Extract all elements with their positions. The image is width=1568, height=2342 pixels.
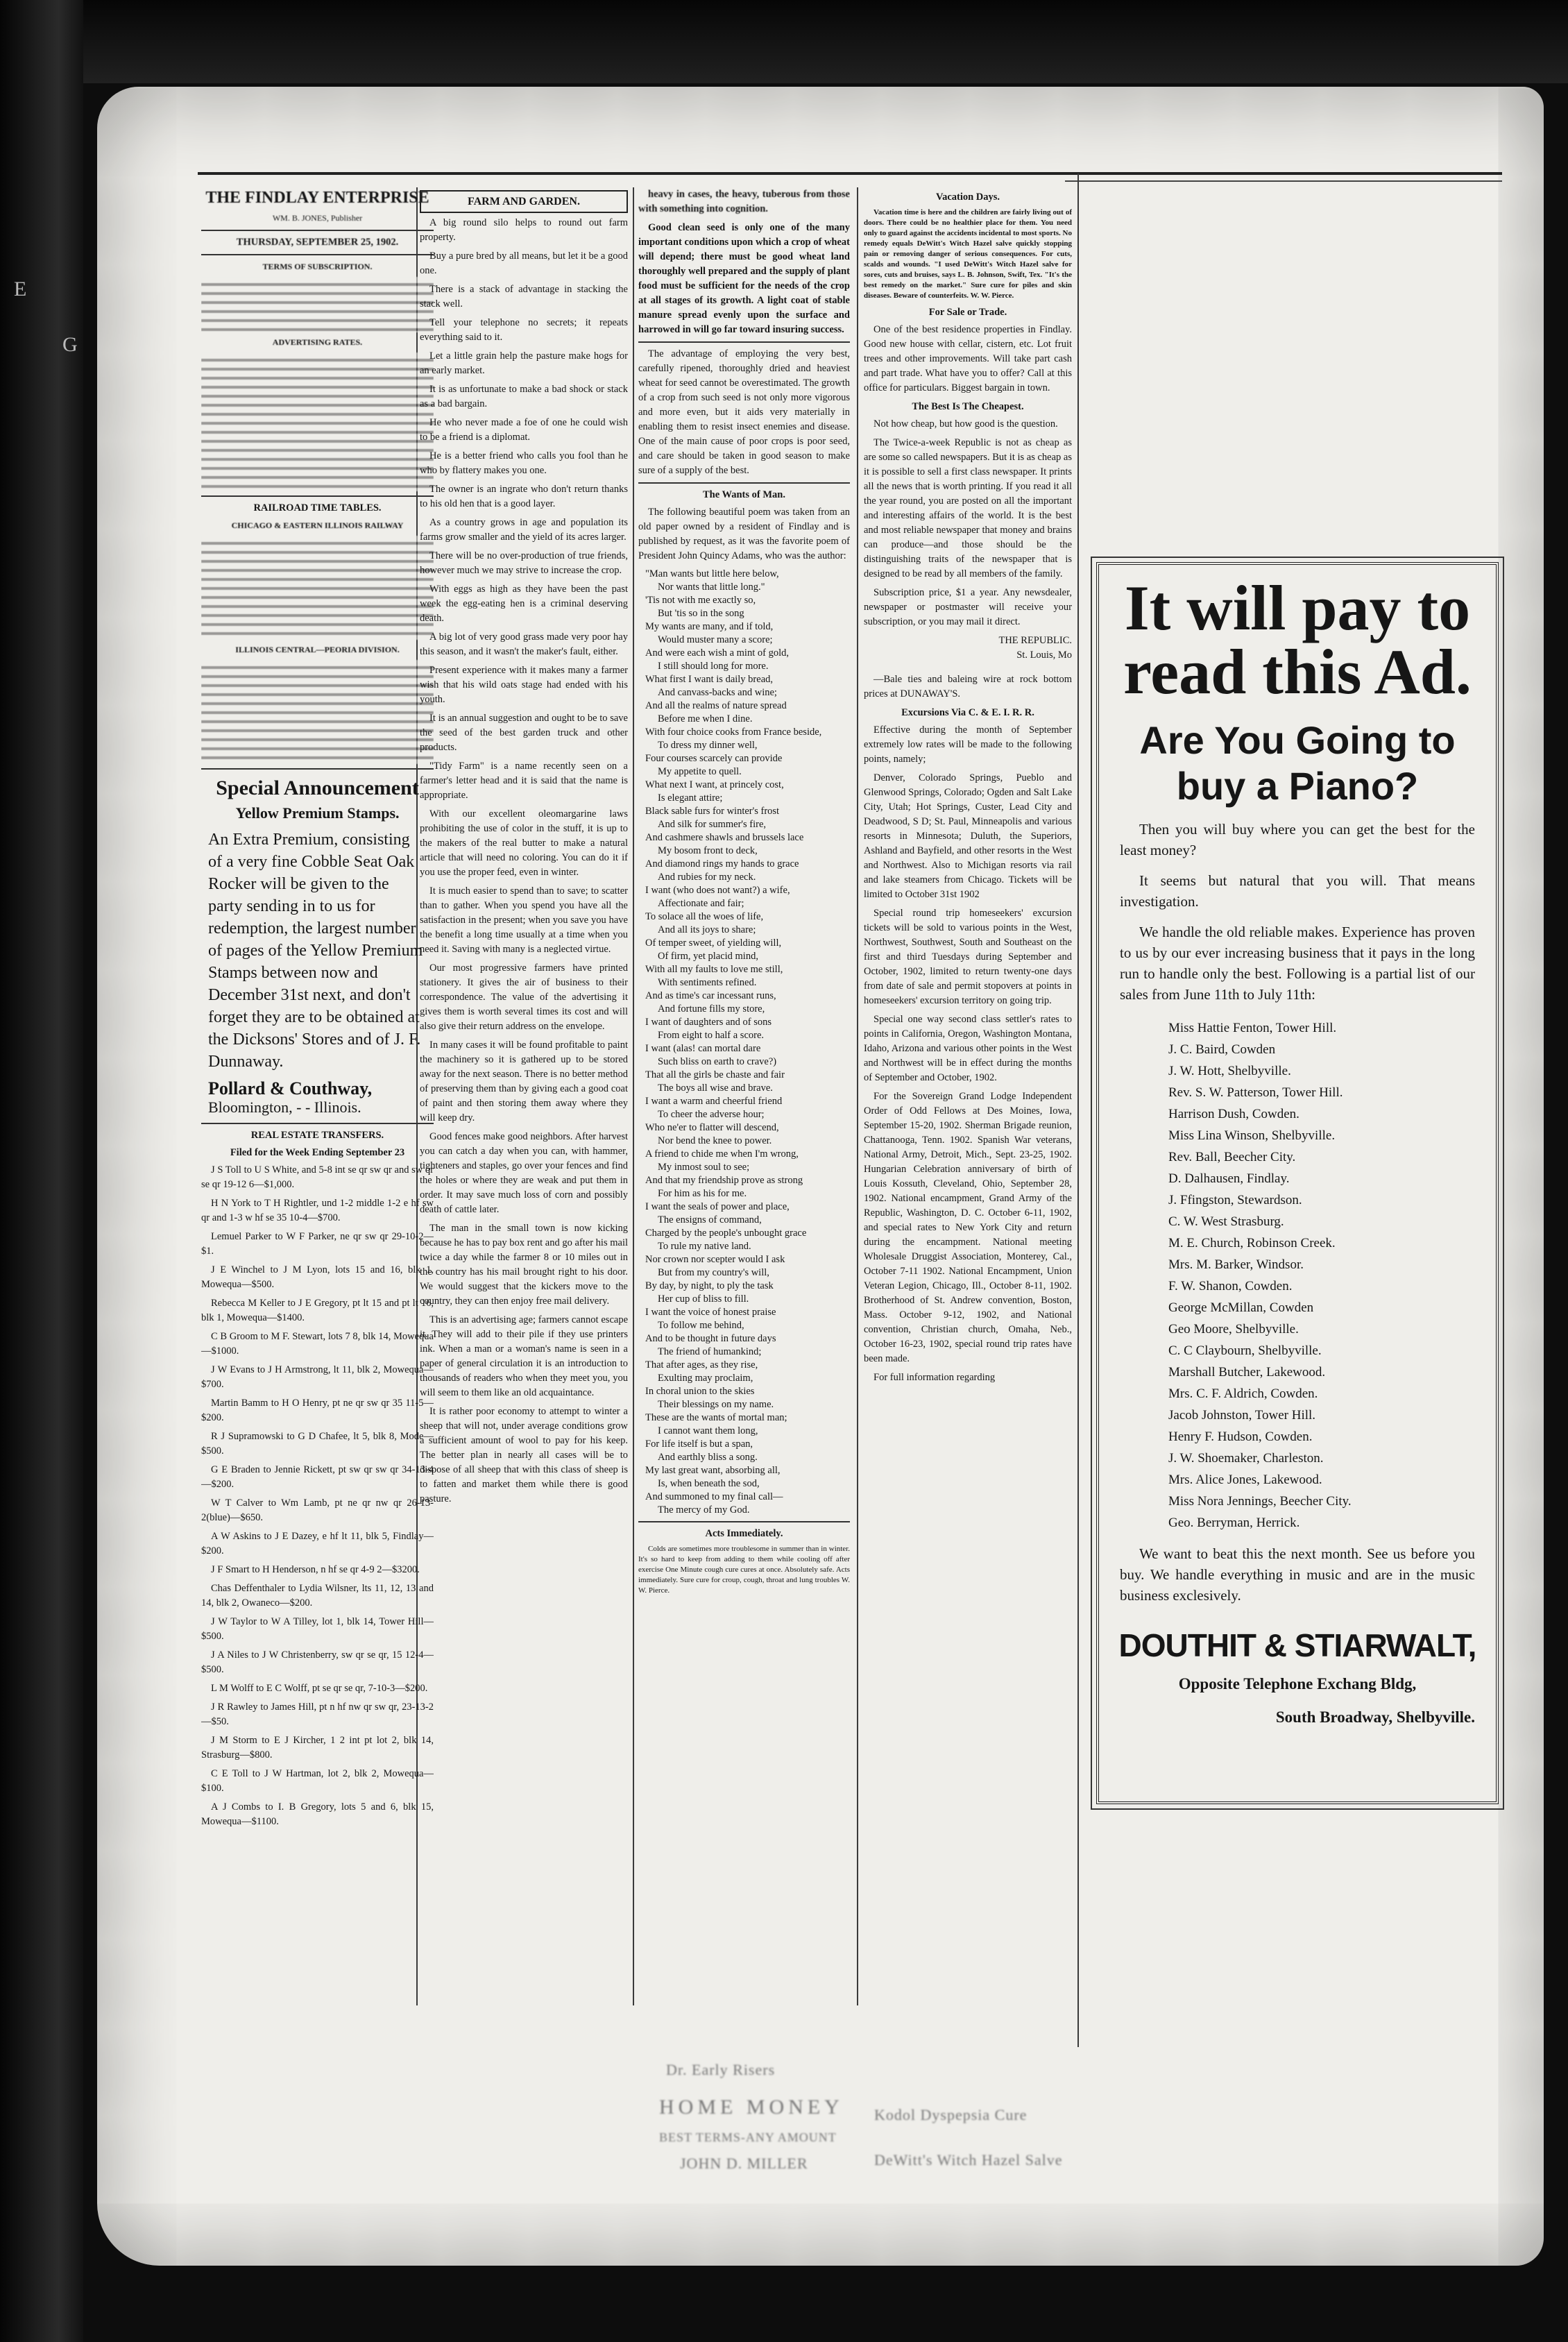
poem-line: I want (who does not want?) a wife, <box>645 885 790 896</box>
poem-line: And that my friendship prove as strong <box>645 1175 803 1186</box>
column-rule <box>857 187 858 2005</box>
realestate-entry: Chas Deffenthaler to Lydia Wilsner, lts 11, 12, 13 and 14, blk 2, Owaneco—$200. <box>201 1583 434 1609</box>
realestate-list <box>201 1163 434 1829</box>
farm-paragraph: It is much easier to spend than to save; to scatter than to gather. When you spend you have all the satisfaction in the present; when you save you have the benefit a long time usually at a time when you need it. Saving with many is a neglected virtue. <box>420 885 628 955</box>
realestate-entry: J W Taylor to W A Tilley, lot 1, blk 14, Tower Hill—$500. <box>201 1616 434 1642</box>
customer-entry: Miss Lina Winson, Shelbyville. <box>1168 1128 1336 1143</box>
poem-line: And fortune fills my store, <box>658 1003 765 1015</box>
bale-notice: —Bale ties and baleing wire at rock bottom prices at DUNAWAY'S. <box>864 674 1072 699</box>
poem-line: I want a warm and cheerful friend <box>645 1096 783 1107</box>
poem-line: And were each wish a mint of gold, <box>645 647 789 659</box>
advertising-text <box>201 353 434 491</box>
seed-paragraph: Good clean seed is only one of the many important conditions upon which a crop of wheat will depend; there must be good wheat land thoroughly well prepared and the supply of plant food must be sufficient for the needs of the crop at all stages of its growth. A light coat of stable manure spread evenly upon the surface and harrowed in will go far toward insuring success. <box>638 222 850 335</box>
poem-line: "Man wants but little here below, <box>645 568 779 579</box>
poem-line: By day, by night, to ply the task <box>645 1280 774 1291</box>
customer-entry: J. C. Baird, Cowden <box>1168 1042 1276 1057</box>
poem-line: Who ne'er to flatter will descend, <box>645 1122 779 1133</box>
poem-line: What first I want is daily bread, <box>645 674 774 685</box>
customer-entry: M. E. Church, Robinson Creek. <box>1168 1236 1336 1250</box>
poem-line: My bosom front to deck, <box>658 845 758 856</box>
customer-entry: J. Ffingston, Stewardson. <box>1168 1193 1302 1207</box>
best-paragraph: Subscription price, $1 a year. Any newsdealer, newspaper or postmaster will receive your subscription, or you may mail it direct. <box>864 587 1072 627</box>
realestate-entry: W T Calver to Wm Lamb, pt ne qr nw qr 26-13-2(blue)—$650. <box>201 1497 434 1523</box>
excursion-paragraph: For full information regarding <box>874 1372 996 1383</box>
customer-entry: C. C Claybourn, Shelbyville. <box>1168 1343 1322 1358</box>
realestate-entry: R J Supramowski to G D Chafee, lt 5, blk 8, Mode—$500. <box>201 1431 434 1457</box>
excursion-paragraph: Denver, Colorado Springs, Pueblo and Glenwood Springs, Colorado; Ogden and Salt Lake City, Utah; Hot Springs, Custer, Lead City and Deadwood, S D; St. Paul, Minneapolis and various resorts in Minnesota; Duluth, the Superiors, Ashland and Bayfield, and other resorts in the West and Northwest. Also to Michigan resorts via rail and lake steamers from Chicago. Tickets will be limited to October 31st 1902 <box>864 772 1072 900</box>
poem-line: Such bliss on earth to crave?) <box>658 1056 777 1067</box>
realestate-entry: C E Toll to J W Hartman, lot 2, blk 2, Mowequa—$100. <box>201 1768 434 1794</box>
top-rule <box>198 172 1502 175</box>
ad-address-1: Opposite Telephone Exchang Bldg, <box>1178 1675 1417 1692</box>
vacation-title: Vacation Days. <box>935 192 1000 203</box>
farm-paragraph: It is as unfortunate to make a bad shock or stack as a bad bargain. <box>420 384 628 409</box>
top-rule-right <box>1065 180 1502 182</box>
ad-paragraph-1: Then you will buy where you can get the best for the least money? <box>1120 821 1475 858</box>
poem-title: The Wants of Man. <box>703 489 785 500</box>
republic-place: St. Louis, Mo <box>1016 650 1072 661</box>
poem-line: And as time's car incessant runs, <box>645 990 776 1001</box>
faint-ad: BEST TERMS-ANY AMOUNT <box>659 2130 837 2144</box>
poem-line: These are the wants of mortal man; <box>645 1412 787 1423</box>
poem-line: Their blessings on my name. <box>658 1399 774 1410</box>
realestate-entry: L M Wolff to E C Wolff, pt se qr se qr, 7-10-3—$200. <box>211 1683 428 1694</box>
excursion-text <box>864 723 1072 1385</box>
poem-line: And summoned to my final call— <box>645 1491 783 1502</box>
customer-entry: Rev. S. W. Patterson, Tower Hill. <box>1168 1085 1343 1100</box>
masthead-publisher: WM. B. JONES, Publisher <box>272 213 363 223</box>
poem-line: Her cup of bliss to fill. <box>658 1293 749 1305</box>
farm-paragraph: Present experience with it makes many a farmer wish that his wild oats stage had ended with his youth. <box>420 665 628 705</box>
poem-line: I still should long for more. <box>658 661 769 672</box>
faint-ad: DeWitt's Witch Hazel Salve <box>874 2151 1063 2169</box>
column-1 <box>201 187 434 2047</box>
ad-paragraph-3: We handle the old reliable makes. Experience has proven to us by our ever increasing business that it pays in the long run to handle only the best. Following is a partial list of our sales from June 11th to July 11th: <box>1120 924 1475 1003</box>
best-paragraph: Not how cheap, but how good is the question. <box>874 418 1058 430</box>
poem-line: For him as his for me. <box>658 1188 747 1199</box>
poem-line: Before me when I dine. <box>658 713 753 724</box>
realestate-entry: G E Braden to Jennie Rickett, pt sw qr sw qr 34-13-4—$200. <box>201 1464 434 1490</box>
farm-paragraph: Let a little grain help the pasture make hogs for an early market. <box>420 350 628 376</box>
farm-paragraph: With our excellent oleomargarine laws prohibiting the use of color in the stuff, it is up to the makers of the real butter to make a natural article that will need no coloring. You can do it if you use the proper feed, even in winter. <box>420 808 628 878</box>
poem-line: And rubies for my neck. <box>658 872 756 883</box>
realestate-entry: C B Groom to M F. Stewart, lots 7 8, blk 14, Mowequa—$1000. <box>201 1331 434 1357</box>
customer-list <box>1168 1017 1489 1534</box>
divider <box>638 1521 850 1522</box>
farm-paragraph: Tell your telephone no secrets; it repeats everything said to it. <box>420 317 628 343</box>
farm-heading: FARM AND GARDEN. <box>420 190 628 213</box>
column-rule <box>1077 173 1079 2047</box>
poem-intro: The following beautiful poem was taken from an old paper owned by a resident of Findlay and is published by request, as it was the favorite poem of President John Quincy Adams, who was the author: <box>638 507 850 561</box>
poem-line: To rule my native land. <box>658 1241 751 1252</box>
poem-line: But 'tis so in the song <box>658 608 744 619</box>
farm-paragraph: He who never made a foe of one he could wish to be a friend is a diplomat. <box>420 417 628 443</box>
farm-paragraph: It is an annual suggestion and ought to be to save the seed of the best garden truck and other products. <box>420 713 628 753</box>
customer-entry: Miss Hattie Fenton, Tower Hill. <box>1168 1021 1337 1035</box>
realestate-entry: J E Winchel to J M Lyon, lots 15 and 16, blk 1, Mowequa—$500. <box>201 1264 434 1290</box>
customer-entry: D. Dalhausen, Findlay. <box>1168 1171 1290 1186</box>
customer-entry: Jacob Johnston, Tower Hill. <box>1168 1408 1316 1423</box>
special-announcement-heading: Special Announcement <box>216 777 419 799</box>
ad-headline: It will pay to read this Ad. <box>1123 572 1472 707</box>
poem-line: To dress my dinner well, <box>658 740 758 751</box>
farm-list <box>420 216 628 1507</box>
poem-line: That all the girls be chaste and fair <box>645 1069 785 1080</box>
excursion-paragraph: Special one way second class settler's rates to points in California, Oregon, Washington Montana, Idaho, Arizona and various other points in the West and Northwest will be in effect during the months of September and October, 1902. <box>864 1014 1072 1083</box>
farm-paragraph: A big round silo helps to round out farm property. <box>420 217 628 243</box>
customer-entry: J. W. Hott, Shelbyville. <box>1168 1064 1291 1078</box>
farm-paragraph: It is rather poor economy to attempt to winter a sheep that will not, under average conditions grow a sufficient amount of wool to pay for his keep. The better plan in nearly all cases will be to dispose of all sheep that with this class of sheep is to fatten and market them while there is good pasture. <box>420 1406 628 1504</box>
ic-timetable <box>201 660 434 764</box>
farm-paragraph: In many cases it will be found profitable to paint the machinery so it is gathered up to be stored away for the next season. There is no better method of preserving them than by giving each a good coat of paint and then storing them away where they will keep dry. <box>420 1040 628 1123</box>
column-3 <box>638 187 850 1936</box>
acts-text: Colds are sometimes more troublesome in summer than in winter. It's so hard to keep from adding to them while cooling off after exercise One Minute cough cure cures at once. Absolutely safe. Acts immediately. Sure cure for croup, cough, throat and lung troubles W. W. Pierce. <box>638 1545 850 1595</box>
faint-ad: Kodol Dyspepsia Cure <box>874 2106 1028 2123</box>
farm-paragraph: The man in the small town is now kicking because he has to pay box rent and go after his mail twice a day while the farmer 8 or 10 miles out in the country has his mail brought right to his door. We would suggest that the kickers move to the country, they can then enjoy free mail delivery. <box>420 1223 628 1307</box>
best-text <box>864 417 1072 629</box>
poem-line: The boys all wise and brave. <box>658 1083 773 1094</box>
masthead-date: THURSDAY, SEPTEMBER 25, 1902. <box>236 237 399 248</box>
divider <box>638 341 850 343</box>
subscription-heading: TERMS OF SUBSCRIPTION. <box>262 262 373 271</box>
poem-line: What next I want, at princely cost, <box>645 779 784 790</box>
poem-line: To follow me behind, <box>658 1320 744 1331</box>
farm-paragraph: He is a better friend who calls you fool than he who by flattery makes you one. <box>420 450 628 476</box>
poem-line: I want of daughters and of sons <box>645 1017 772 1028</box>
poem-line: Four courses scarcely can provide <box>645 753 783 764</box>
realestate-entry: H N York to T H Rightler, und 1-2 middle 1-2 e hf sw qr and 1-3 w hf se 35 10-4—$700. <box>201 1198 434 1223</box>
poem-line: The friend of humankind; <box>658 1346 762 1357</box>
faint-ad: HOME MONEY <box>659 2096 844 2119</box>
excursion-title: Excursions Via C. & E. I. R. R. <box>901 707 1034 718</box>
divider <box>201 495 434 497</box>
divider <box>201 230 434 231</box>
realestate-entry: Lemuel Parker to W F Parker, ne qr sw qr 29-10-2—$1. <box>201 1231 434 1257</box>
poem-line: With sentiments refined. <box>658 977 757 988</box>
customer-entry: Geo. Berryman, Herrick. <box>1168 1516 1300 1530</box>
farm-paragraph: This is an advertising age; farmers cannot escape it. They will add to their pile if they use printers ink. When a man or a woman's name is seen in a paper of general circulation it is an introduction to thousands of readers who when they meet you, you will seem to them like an old acquaintance. <box>420 1314 628 1398</box>
ad-question: Are You Going to buy a Piano? <box>1139 718 1456 808</box>
customer-entry: Mrs. M. Barker, Windsor. <box>1168 1257 1304 1272</box>
farm-paragraph: There will be no over-production of true friends, however much we may strive to increase the crop. <box>420 550 628 576</box>
poem-line: To solace all the woes of life, <box>645 911 764 922</box>
realestate-entry: Martin Bamm to H O Henry, pt ne qr sw qr 35 11-5—$200. <box>201 1398 434 1423</box>
piano-advertisement <box>1096 562 1499 1804</box>
customer-entry: J. W. Shoemaker, Charleston. <box>1168 1451 1324 1466</box>
poem-line: I want the voice of honest praise <box>645 1307 776 1318</box>
special-firm: Pollard & Couthway, <box>208 1078 373 1098</box>
poem-line: Nor crown nor scepter would I ask <box>645 1254 785 1265</box>
poem-line: Exulting may proclaim, <box>658 1373 753 1384</box>
customer-entry: Mrs. C. F. Aldrich, Cowden. <box>1168 1386 1318 1401</box>
poem-line: With all my faults to love me still, <box>645 964 783 975</box>
poem-line: And to be thought in future days <box>645 1333 776 1344</box>
poem-line: Of firm, yet placid mind, <box>658 951 758 962</box>
farm-paragraph: Buy a pure bred by all means, but let it be a good one. <box>420 251 628 276</box>
special-body: An Extra Premium, consisting of a very fine Cobble Seat Oak Rocker will be given to the party sending in to us for redemption, the largest number of pages of the Yellow Premium Stamps between now and December 31st next, and don't forget they are to be obtained at the Dicksons' Stores and of J. F. Dunnaway. <box>208 831 423 1071</box>
realestate-entry: J W Evans to J H Armstrong, lt 11, blk 2, Mowequa—$700. <box>201 1364 434 1390</box>
customer-entry: Rev. Ball, Beecher City. <box>1168 1150 1296 1164</box>
ceir-timetable <box>201 536 434 640</box>
farm-paragraph: A big lot of very good grass made very poor hay this season, and it wasn't the maker's fault, either. <box>420 631 628 657</box>
poem-line: That after ages, as they rise, <box>645 1359 758 1371</box>
vacation-text: Vacation time is here and the children are fairly living out of doors. There could be no healthier place for them. You need only to guard against the accidents incidental to most sports. No remedy equals DeWitt's Witch Hazel salve quickly stopping pain or removing danger of serious consequences. For cuts, scalds and wounds. "I used DeWitt's Witch Hazel salve for sores, cuts and bruises, says L. B. Johnson, Swift, Tex. "It's the best remedy on the market." Sure cure for piles and skin diseases. Beware of counterfeits. W. W. Pierce. <box>864 208 1072 300</box>
realestate-entry: J S Toll to U S White, and 5-8 int se qr sw qr and sw qr se qr 19-12 6—$1,000. <box>201 1164 434 1190</box>
poem-line: I want the seals of power and place, <box>645 1201 790 1212</box>
poem-line: My inmost soul to see; <box>658 1162 750 1173</box>
farm-paragraph: Our most progressive farmers have printed stationery. It gives the air of business to their correspondence. The value of the advertising it gives them is worth several times its cost and will also give their return address on the envelope. <box>420 962 628 1032</box>
poem-line: 'Tis not with me exactly so, <box>645 595 756 606</box>
poem-line: And earthly bliss a song. <box>658 1452 758 1463</box>
poem-line: From eight to half a score. <box>658 1030 765 1041</box>
farm-paragraph: With eggs as high as they have been the past week the egg-eating hen is a criminal deserving death. <box>420 584 628 624</box>
excursion-paragraph: For the Sovereign Grand Lodge Independent Order of Odd Fellows at Des Moines, Iowa, September 15-20, 1902. Sherman Brigade reunion, Chattanooga, Tenn. 1902. Spanish War veterans, National Army, Detroit, Mich., Sept. 23-25, 1902. Hungarian Celebration anniversary of birth of Louis Kossuth, Cleveland, Ohio, September 28, 1902. National encampment, Grand Army of the Republic, Washington, D. C. October 6-11, 1902, and special rates to New York City and return during the encampment. National meeting Wholesale Druggist Association, Monterey, Cal., October 7-11 1902. National Encampment, Union Veteran Legion, Chicago, Ill., October 8-11, 1902. Brotherhood of St. Andrew convention, Boston, Mass. October 9-12, 1902, and National convention, Christian church, Omaha, Neb., October 16-23, 1902, special round trip rates have been made. <box>864 1091 1072 1364</box>
poem-line: Charged by the people's unbought grace <box>645 1228 807 1239</box>
customer-entry: Henry F. Hudson, Cowden. <box>1168 1429 1313 1444</box>
republic-sign: THE REPUBLIC. <box>998 635 1072 646</box>
special-place: Bloomington, - - Illinois. <box>208 1098 361 1116</box>
poem-line: Affectionate and fair; <box>658 898 744 909</box>
poem-line: And all the realms of nature spread <box>645 700 787 711</box>
masthead-title: THE FINDLAY ENTERPRISE <box>205 189 429 207</box>
realestate-sub: Filed for the Week Ending September 23 <box>230 1147 405 1158</box>
margin-mark: E <box>14 278 27 300</box>
poem-line: And canvass-backs and wine; <box>658 687 777 698</box>
farm-paragraph: "Tidy Farm" is a name recently seen on a farmer's letter head and it is said that the name is appropriate. <box>420 761 628 801</box>
customer-entry: Marshall Butcher, Lakewood. <box>1168 1365 1326 1380</box>
poem-line: And diamond rings my hands to grace <box>645 858 799 869</box>
margin-mark: G <box>62 333 78 356</box>
farm-paragraph: The owner is an ingrate who don't return thanks to his old hen that is a good layer. <box>420 484 628 509</box>
poem-line: In choral union to the skies <box>645 1386 755 1397</box>
ad-address-2: South Broadway, Shelbyville. <box>1275 1708 1475 1726</box>
realestate-entry: J M Storm to E J Kircher, 1 2 int pt lot 2, blk 14, Strasburg—$800. <box>201 1735 434 1760</box>
divider <box>201 254 434 255</box>
column-4 <box>864 187 1072 2047</box>
realestate-entry: A J Combs to I. B Gregory, lots 5 and 6, blk 15, Mowequa—$1100. <box>201 1801 434 1827</box>
poem-line: My last great want, absorbing all, <box>645 1465 781 1476</box>
poem-line: My wants are many, and if told, <box>645 621 774 632</box>
railroad-ceir: CHICAGO & EASTERN ILLINOIS RAILWAY <box>231 520 404 530</box>
realestate-entry: Rebecca M Keller to J E Gregory, pt lt 15 and pt lt 16, blk 1, Mowequa—$1400. <box>201 1298 434 1323</box>
poem-line: And silk for summer's fire, <box>658 819 767 830</box>
poem-line: Would muster many a score; <box>658 634 773 645</box>
realestate-entry: J A Niles to J W Christenberry, sw qr se qr, 15 12-4—$500. <box>201 1649 434 1675</box>
customer-entry: C. W. West Strasburg. <box>1168 1214 1284 1229</box>
poem-line: I cannot want them long, <box>658 1425 758 1436</box>
acts-title: Acts Immediately. <box>705 1528 783 1539</box>
poem-line: And cashmere shawls and brussels lace <box>645 832 804 843</box>
column-2 <box>420 187 628 1936</box>
customer-entry: Geo Moore, Shelbyville. <box>1168 1322 1299 1337</box>
scan-top-edge <box>0 0 1568 83</box>
divider <box>638 482 850 484</box>
poem-line: And all its joys to share; <box>658 924 756 935</box>
excursion-paragraph: Special round trip homeseekers' excursion tickets will be sold to various points in the West, Northwest, Southwest, South and Southeast on the first and third Tuesdays during September and October, 1902, limited to return twenty-one days from date of sale and permit stopovers at points in homeseekers' excursion territory on going trip. <box>864 908 1072 1006</box>
excursion-paragraph: Effective during the month of September extremely low rates will be made to the following points, namely; <box>864 724 1072 765</box>
poem-line: A friend to chide me when I'm wrong, <box>645 1148 799 1160</box>
advantage-paragraph: The advantage of employing the very best, carefully ripened, thoroughly dried and heaviest wheat for seed cannot be overestimated. The growth of a crop from such seed is not only more vigorous and more even, but it aids very materially in enabling them to resist insect enemies and disease. One of the main cause of poor crops is poor seed, and care should be taken in good season to make sure of a supply of the best. <box>638 348 850 476</box>
customer-entry: F. W. Shanon, Cowden. <box>1168 1279 1293 1293</box>
railroad-ic: ILLINOIS CENTRAL—PEORIA DIVISION. <box>235 645 400 654</box>
sale-text: One of the best residence properties in Findlay. Good new house with cellar, cistern, etc. Lot fruit trees and other improvements. Will take part cash and part trade. What have you to offer? Call at this office for particulars. Biggest bargain in town. <box>864 324 1072 393</box>
poem-line: But from my country's will, <box>658 1267 769 1278</box>
ad-paragraph-4: We want to beat this the next month. See us before you buy. We handle everything in music and are in the music business exclesively. <box>1120 1545 1475 1604</box>
poem-line: The mercy of my God. <box>658 1504 750 1516</box>
divider <box>201 768 434 770</box>
poem-line: Of temper sweet, of yielding will, <box>645 937 782 949</box>
best-paragraph: The Twice-a-week Republic is not as cheap as are some so called newspapers. But it is as cheap as it is possible to sell a first class newspaper. It prints all the news that is worth printing. If you read it all the year round, you are posted on all the important and interesting affairs of the world. It is the best and most reliable newspaper that money and brains can produce—and those should be the distinguishing traits of the newspaper that is designed to be read by all members of the family. <box>864 437 1072 579</box>
divider <box>201 1123 434 1124</box>
farm-paragraph: Good fences make good neighbors. After harvest you can catch a day when you can, with hammer, tighteners and staples, go over your fences and find the holes or where they are weak and put them in order. It may save much loss of corn and possibly death of cattle later. <box>420 1131 628 1215</box>
realestate-entry: J R Rawley to James Hill, pt n hf nw qr sw qr, 23-13-2—$50. <box>201 1702 434 1727</box>
customer-entry: Mrs. Alice Jones, Lakewood. <box>1168 1473 1322 1487</box>
column-rule <box>633 187 634 2005</box>
advertising-heading: ADVERTISING RATES. <box>272 337 363 347</box>
ad-paragraph-2: It seems but natural that you will. That means investigation. <box>1120 872 1475 910</box>
sale-title: For Sale or Trade. <box>928 307 1007 318</box>
special-sub: Yellow Premium Stamps. <box>235 804 400 822</box>
farm-paragraph: There is a stack of advantage in stacking the stack well. <box>420 284 628 309</box>
poem <box>638 568 850 1517</box>
faint-ad: Dr. Early Risers <box>666 2061 776 2078</box>
subscription-text <box>201 277 434 332</box>
farm-paragraph: As a country grows in age and population its farms grow smaller and the yield of its acres larger. <box>420 517 628 543</box>
poem-line: To cheer the adverse hour; <box>658 1109 765 1120</box>
railroad-heading: RAILROAD TIME TABLES. <box>253 502 382 514</box>
poem-line: My appetite to quell. <box>658 766 742 777</box>
realestate-entry: J F Smart to H Henderson, n hf se qr 4-9 2—$3200. <box>211 1564 420 1575</box>
poem-line: For life itself is but a span, <box>645 1439 753 1450</box>
customer-entry: Harrison Dush, Cowden. <box>1168 1107 1299 1121</box>
faint-ad: JOHN D. MILLER <box>680 2155 808 2172</box>
realestate-heading: REAL ESTATE TRANSFERS. <box>250 1130 384 1141</box>
poem-line: The ensigns of command, <box>658 1214 762 1225</box>
best-title: The Best Is The Cheapest. <box>912 401 1024 412</box>
poem-line: Nor bend the knee to power. <box>658 1135 772 1146</box>
top-fragment: heavy in cases, the heavy, tuberous from those with something into cognition. <box>638 189 850 214</box>
realestate-entry: A W Askins to J E Dazey, e hf lt 11, blk 5, Findlay—$200. <box>201 1531 434 1556</box>
customer-entry: George McMillan, Cowden <box>1168 1300 1314 1315</box>
poem-line: Is, when beneath the sod, <box>658 1478 760 1489</box>
poem-line: I want (alas! can mortal dare <box>645 1043 761 1054</box>
poem-line: With four choice cooks from France beside, <box>645 727 822 738</box>
poem-line: Is elegant attire; <box>658 792 723 804</box>
customer-entry: Miss Nora Jennings, Beecher City. <box>1168 1494 1352 1509</box>
poem-line: Nor wants that little long." <box>658 582 765 593</box>
ad-brand: DOUTHIT & STIARWALT, <box>1118 1627 1476 1663</box>
poem-line: Black sable furs for winter's frost <box>645 806 780 817</box>
